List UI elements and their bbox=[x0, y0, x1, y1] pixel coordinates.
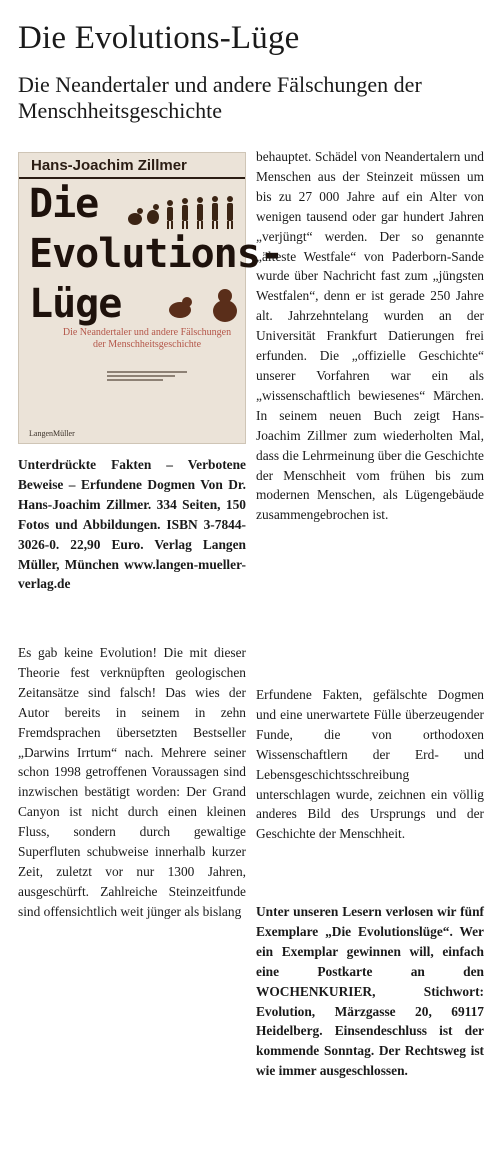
cover-small-print bbox=[107, 369, 187, 383]
cover-publisher: LangenMüller bbox=[29, 429, 75, 438]
article-body-left bbox=[18, 643, 246, 922]
cover-title-line-3: Lüge bbox=[29, 281, 122, 327]
cover-divider bbox=[19, 177, 245, 179]
caveman-figure-icon bbox=[207, 287, 243, 323]
article-body-right-2 bbox=[256, 685, 484, 844]
body-paragraph-1-left: Es gab keine Evolution! Die mit dieser Theorie fest verknüpften geologischen Zeitansätze sind falsch! Das wies der Autor bereits in seinem in zehn Fremdsprachen übersetzten Bestseller „Darwins Irrtum“ nach. Mehrere seiner schon 1998 getroffenen Voraussagen sind inzwischen bestätigt worden: Der Grand Canyon ist nicht durch einen kleinen Fluss, sondern durch gewaltige Superfluten schubweise innerhalb kurzer Zeit, zuletzt vor nur 1300 Jahren, ausgeschürft. Zahlreiche Steinzeitfunde sind offensichtlich weit jünger als bislang bbox=[18, 645, 246, 919]
article-title: Die Evolutions-Lüge bbox=[18, 20, 300, 56]
book-info-text: Unterdrückte Fakten – Verbotene Beweise – Erfundene Dogmen Von Dr. Hans-Joachim Zillmer. 334 Seiten, 150 Fotos und Abbildungen. ISBN 3-7844-3026-0. 22,90 Euro. Verlag Langen Müller, München www.langen-mueller-verlag.de bbox=[18, 457, 246, 592]
article-subtitle: Die Neandertaler und andere Fälschungen der Menschheitsgeschichte bbox=[18, 72, 422, 123]
contest-text: Unter unseren Lesern verlosen wir fünf Exemplare „Die Evolutionslüge“. Wer ein Exemplar gewinnen will, einfach eine Postkarte an den WOCHENKURIER, Stichwort: Evolution, Märzgasse 20, 69117 Heidelberg. Einsendeschluss ist der kommende Sonntag. Der Rechtsweg ist wie immer ausgeschlossen. bbox=[256, 904, 484, 1079]
contest-notice bbox=[256, 902, 484, 1081]
article-body-right bbox=[256, 147, 484, 525]
cover-subtitle: Die Neandertaler und andere Fälschungen der Menschheitsgeschichte bbox=[62, 327, 232, 350]
book-info bbox=[18, 455, 246, 594]
cover-author: Hans-Joachim Zillmer bbox=[31, 157, 187, 174]
body-paragraph-2: Erfundene Fakten, gefälschte Dogmen und eine unerwartete Fülle überzeugender Funde, die von orthodoxen Wissenschaftlern der Erd- und Lebensgeschichtsschreibung unterschlagen wurde, zeichnen ein völlig anderes Bild des Ursprungs und der Geschichte der Menschheit. bbox=[256, 687, 484, 842]
cover-title-line-1: Die bbox=[29, 181, 99, 227]
skeleton-figure-icon bbox=[165, 294, 195, 320]
body-paragraph-1-right: behauptet. Schädel von Neandertalern und Menschen aus der Steinzeit müssen um bis zu 27 000 Jahre auf ein Alter von wenigen tausend oder gar hundert Jahren „verjüngt“ werden. Der so genannte „älteste Westfale“ von Paderborn-Sande wurde über Nachricht fast zum „jüngsten Westfalen“, denn er ist gerade 250 Jahre alt. Jahrzehntelang wurden an der Universität Frankfurt Datierungen frei erfunden. Die „offizielle Geschichte“ unserer Vorfahren war ein als „wissenschaftlich bewiesenes“ Märchen. In seinem neuen Buch zeigt Hans-Joachim Zillmer zum wiederholten Mal, dass die Lehrmeinung über die Geschichte der Menschheit vom frühen bis zum modernen Menschen, als Lügengebäude zusammengebrochen ist. bbox=[256, 149, 484, 523]
book-cover-image bbox=[18, 152, 283, 444]
cover-title-line-2: Evolutions- bbox=[29, 231, 283, 277]
evolution-figures-icon bbox=[127, 195, 242, 229]
